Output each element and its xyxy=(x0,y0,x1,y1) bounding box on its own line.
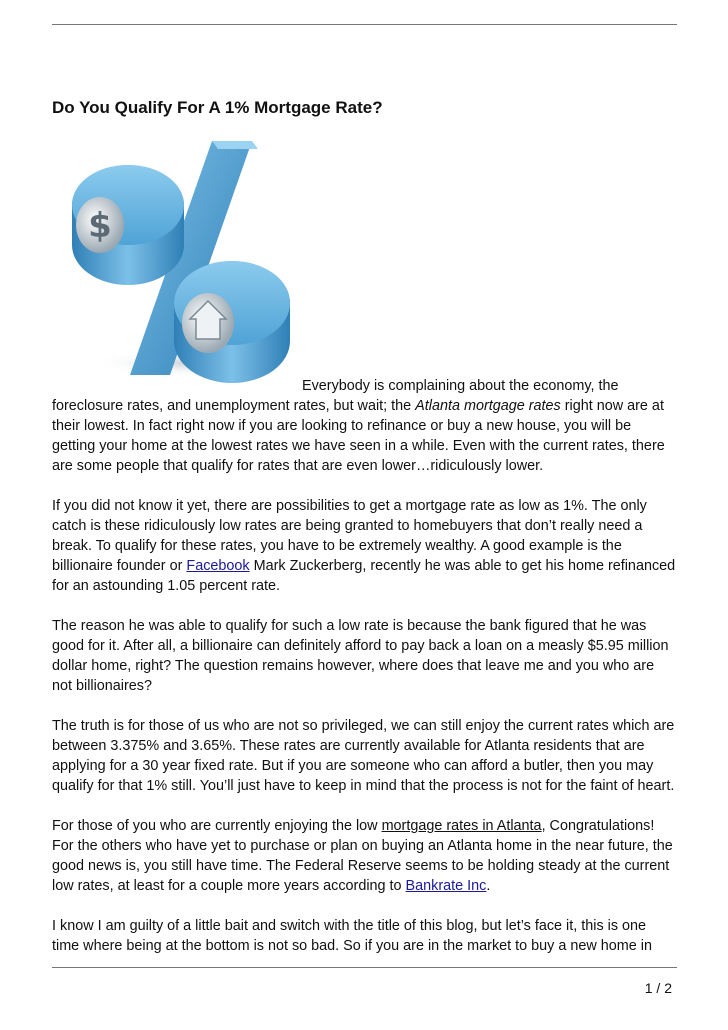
footer-rule xyxy=(52,967,677,968)
percent-sign-3d-illustration xyxy=(62,135,302,383)
article-body xyxy=(52,376,676,976)
header-rule xyxy=(52,24,677,25)
paragraph-3: The reason he was able to qualify for such a low rate is because the bank figured that he was good for it. After all, a billionaire can definitely afford to pay back a loan on a measly $5.95 million dollar home, right? The question remains however, where does that leave me and you who are not billionaires? xyxy=(52,618,669,694)
paragraph-4: The truth is for those of us who are not so privileged, we can still enjoy the current rates which are between 3.375% and 3.65%. These rates are currently available for Atlanta residents that are applying for a 30 year fixed rate. But if you are someone who can afford a butler, then you may qualify for that 1% still. You’ll just have to keep in mind that the process is not for the faint of heart. xyxy=(52,718,675,794)
article-title: Do You Qualify For A 1% Mortgage Rate? xyxy=(52,98,383,117)
emphasis-atlanta-mortgage-rates: Atlanta mortgage rates xyxy=(415,398,561,414)
dollar-cylinder xyxy=(72,165,184,285)
facebook-link[interactable]: Facebook xyxy=(186,558,250,574)
paragraph-5: For those of you who are currently enjoying the low mortgage rates in Atlanta, Congratulations! For the others who have yet to purchase or plan on buying an Atlanta home in the near future, the good news is, you still have time. The Federal Reserve seems to be holding steady at the current low rates, at least for a couple more years according to Bankrate Inc. xyxy=(52,818,673,894)
paragraph-2: If you did not know it yet, there are possibilities to get a mortgage rate as low as 1%. The only catch is these ridiculously low rates are being granted to homebuyers that don’t really need a break. To qualify for these rates, you have to be extremely wealthy. A good example is the billionaire founder or Facebook Mark Zuckerberg, recently he was able to get his home refinanced for an astounding 1.05 percent rate. xyxy=(52,498,676,594)
paragraph-1: Everybody is complaining about the economy, the foreclosure rates, and unemployment rates, but wait; the Atlanta mortgage rates right now are at their lowest. In fact right now if you are looking to refinance or buy a new house, you will be getting your home at the lowest rates we have seen in a while. Even with the current rates, there are some people that qualify for rates that are even lower…ridiculously lower. xyxy=(52,378,665,474)
svg-text:$: $ xyxy=(88,206,112,246)
house-cylinder xyxy=(174,261,290,383)
mortgage-rates-atlanta-link[interactable]: mortgage rates in Atlanta xyxy=(381,818,542,834)
page-indicator: 1 / 2 xyxy=(644,980,672,996)
paragraph-6: I know I am guilty of a little bait and switch with the title of this blog, but let’s face it, this is one time where being at the bottom is not so bad. So if you are in the market to buy a new home in xyxy=(52,918,652,954)
bankrate-inc-link[interactable]: Bankrate Inc xyxy=(405,878,487,894)
